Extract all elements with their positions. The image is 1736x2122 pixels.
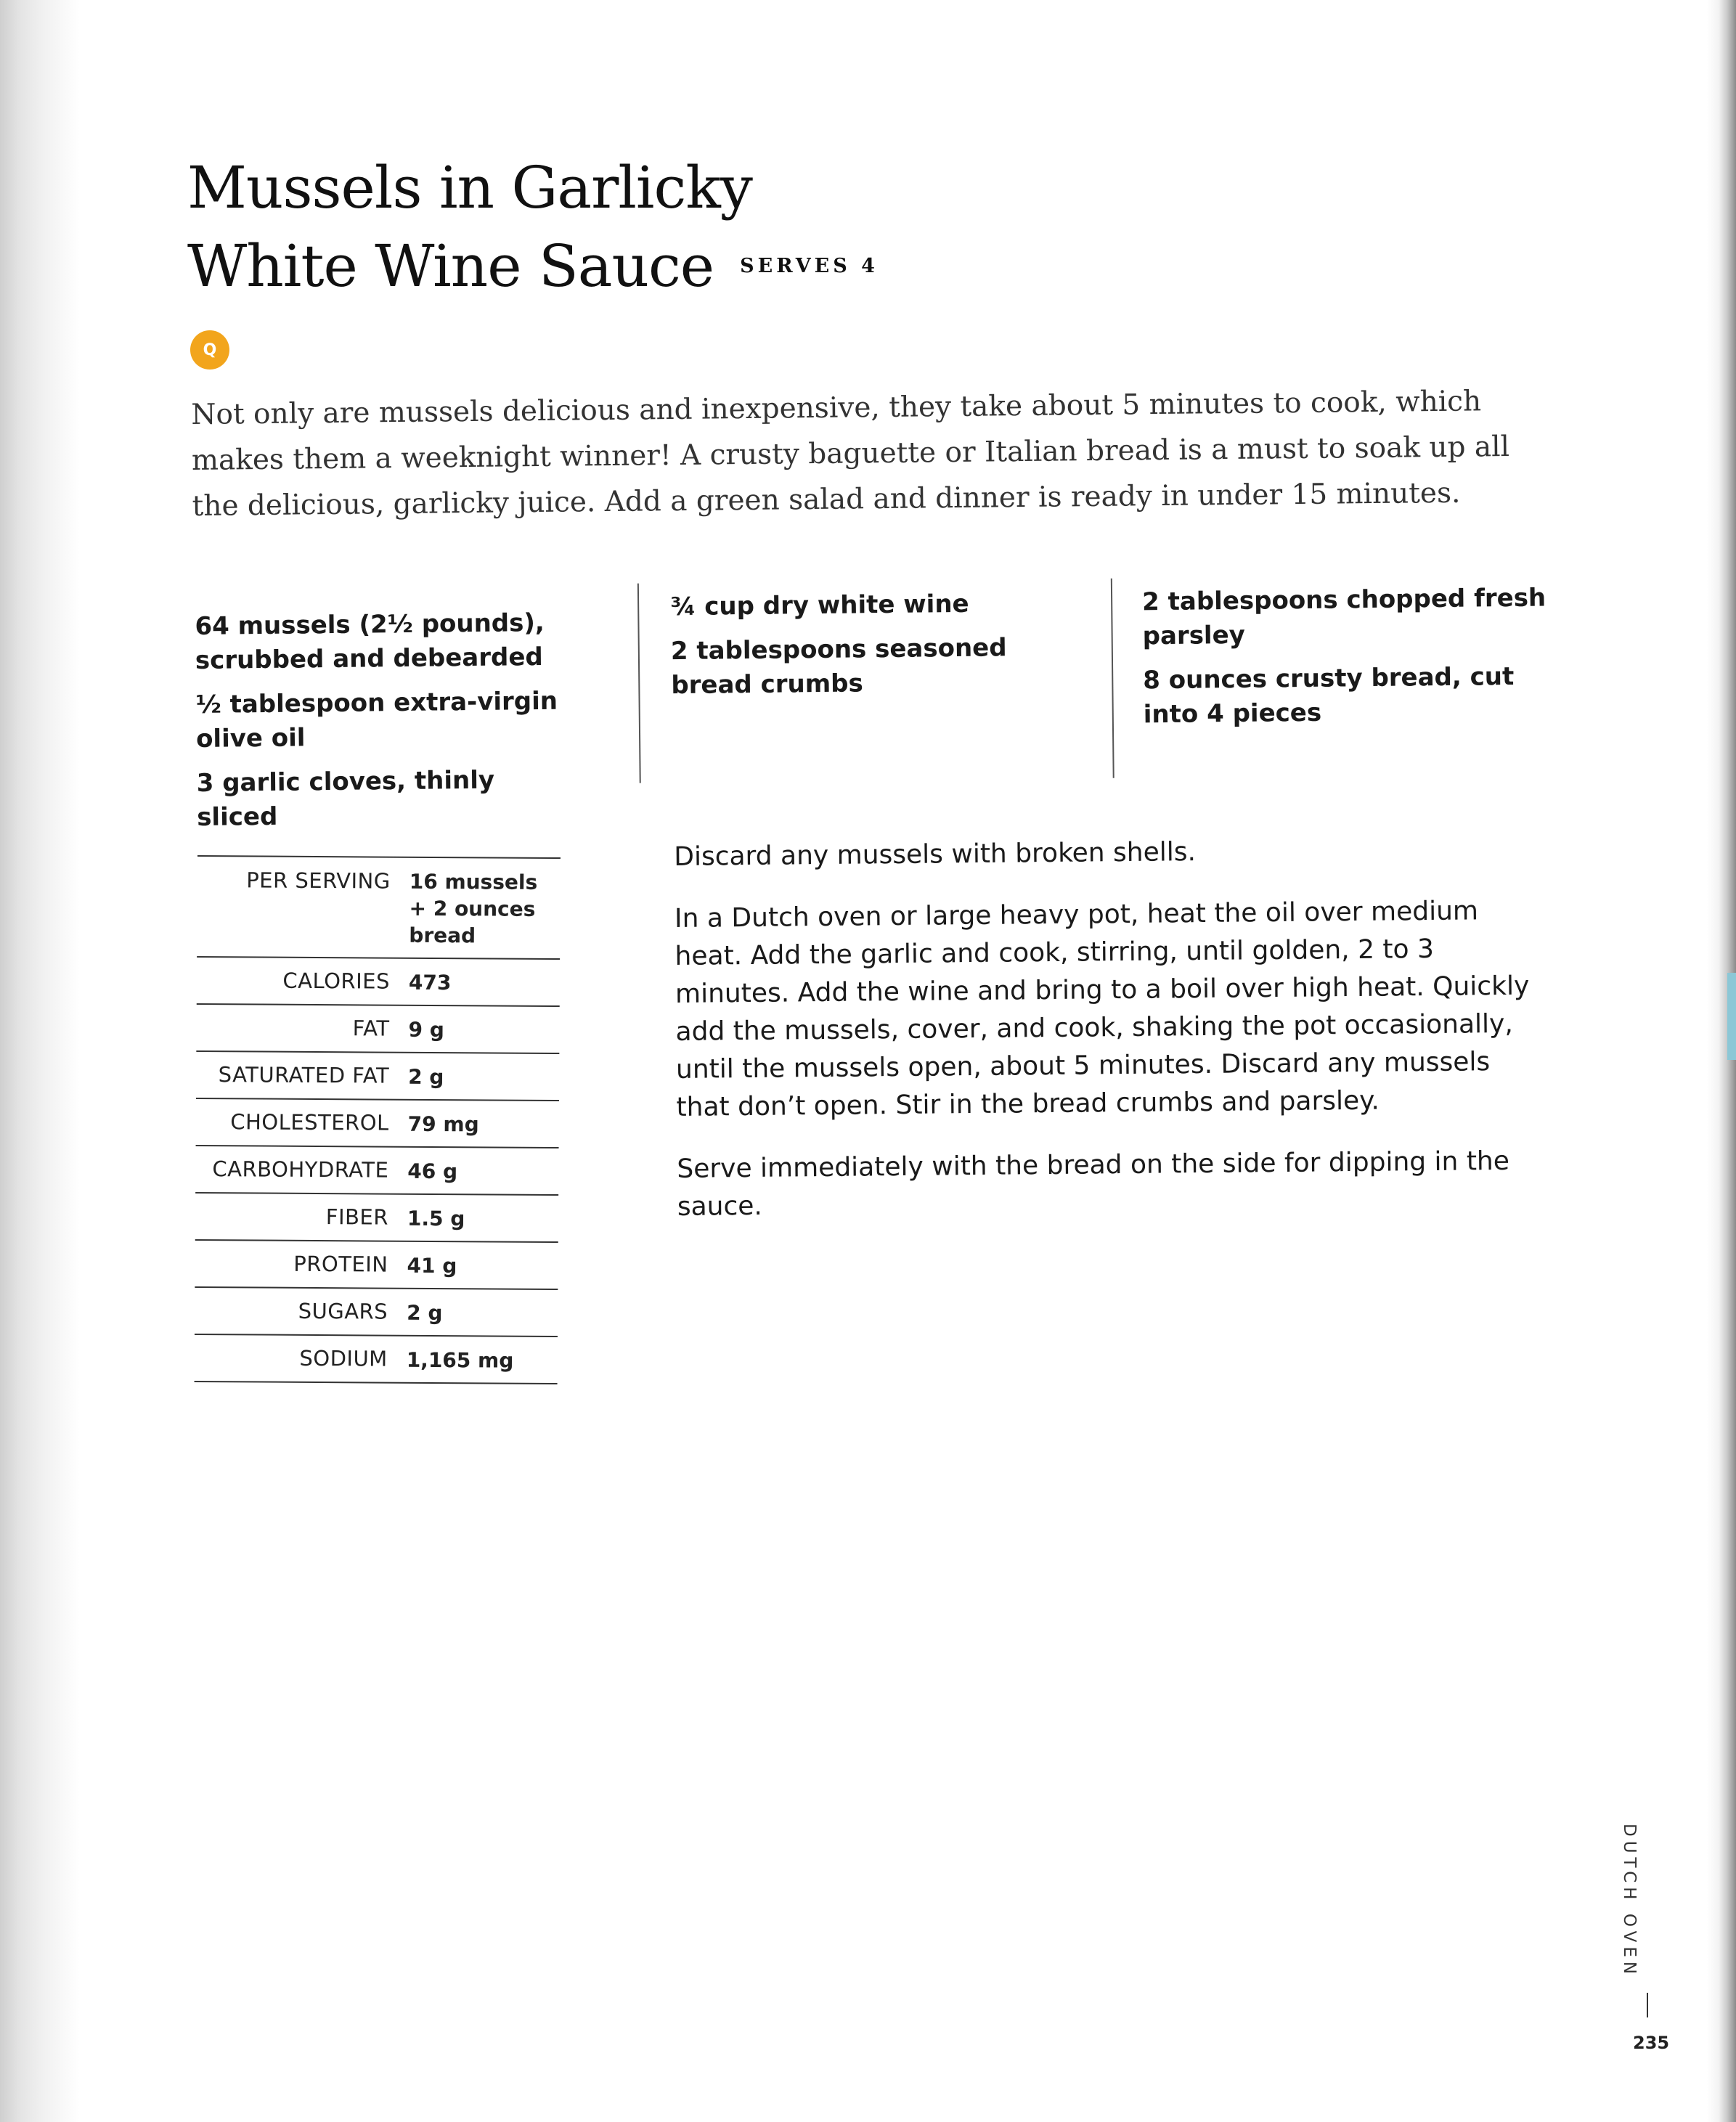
nutrition-label: CHOLESTEROL xyxy=(230,1109,389,1135)
directions xyxy=(674,830,1549,1249)
nutrition-value: 2 g xyxy=(407,1300,443,1326)
ingredient-item: 3 garlic cloves, thinly sliced xyxy=(196,765,495,832)
ingredient-item: 64 mussels (2½ pounds), scrubbed and debearded xyxy=(195,608,545,675)
page-number: 235 xyxy=(1633,2033,1670,2053)
nutrition-value: 1.5 g xyxy=(407,1206,465,1231)
section-label: DUTCH OVEN xyxy=(1620,1824,1639,1979)
nutrition-value: 9 g xyxy=(408,1017,444,1042)
column-divider xyxy=(1111,579,1114,778)
nutrition-label: PROTEIN xyxy=(293,1251,388,1277)
title-line-1: Mussels in Garlicky xyxy=(187,154,752,221)
title-line-2-text: White Wine Sauce xyxy=(187,232,714,300)
recipe-intro: Not only are mussels delicious and inexpensive, they take about 5 minutes to cook, which makes them a weeknight winner! A crusty baguette or Italian bread is a must to soak up all the delicious, garlicky juice. Add a green salad and dinner is ready in under 15 minutes. xyxy=(191,385,1510,523)
nutrition-row xyxy=(196,1050,559,1100)
ingredient-item: ¾ cup dry white wine xyxy=(669,589,969,622)
ingredient-item: 8 ounces crusty bread, cut into 4 pieces xyxy=(1143,661,1515,730)
direction-step: Discard any mussels with broken shells. xyxy=(674,837,1197,872)
ingredient-item: 2 tablespoons seasoned bread crumbs xyxy=(670,633,1007,701)
ingredient-item: 2 tablespoons chopped fresh parsley xyxy=(1141,583,1546,651)
nutrition-value: 46 g xyxy=(407,1159,458,1184)
nutrition-label: FIBER xyxy=(325,1204,389,1230)
ingredients-list xyxy=(195,581,1546,832)
nutrition-row xyxy=(195,1239,558,1289)
nutrition-row xyxy=(196,1003,559,1053)
footer-divider xyxy=(1647,1993,1648,2017)
nutrition-row xyxy=(196,1098,559,1147)
nutrition-label: CALORIES xyxy=(282,968,391,994)
ingredient-item: ½ tablespoon extra-virgin olive oil xyxy=(195,686,558,754)
nutrition-value: 473 xyxy=(408,970,452,995)
title-line-2 xyxy=(187,227,879,310)
recipe-title xyxy=(187,149,879,310)
serves-label: SERVES 4 xyxy=(740,255,879,277)
nutrition-row xyxy=(195,1145,558,1194)
nutrition-row xyxy=(197,956,560,1005)
quick-recipe-badge-icon: Q xyxy=(190,330,229,370)
nutrition-value: 2 g xyxy=(408,1064,444,1090)
direction-step: Serve immediately with the bread on the side for dipping in the sauce. xyxy=(677,1146,1510,1222)
nutrition-row xyxy=(195,1192,558,1241)
nutrition-label: CARBOHYDRATE xyxy=(212,1156,389,1183)
nutrition-label: FAT xyxy=(352,1016,390,1041)
nutrition-value: 1,165 mg xyxy=(406,1347,514,1373)
nutrition-table xyxy=(195,855,561,1384)
edge-color-tab xyxy=(1727,973,1736,1060)
nutrition-label: SODIUM xyxy=(299,1345,388,1371)
nutrition-value: 41 g xyxy=(407,1253,457,1278)
nutrition-label: SUGARS xyxy=(298,1298,388,1324)
nutrition-row xyxy=(195,1286,558,1336)
nutrition-label: SATURATED FAT xyxy=(218,1062,390,1088)
nutrition-row xyxy=(197,855,561,958)
nutrition-label: PER SERVING xyxy=(246,868,391,894)
ingredients-column-3 xyxy=(1142,581,1550,742)
ingredients-column-1 xyxy=(195,606,574,845)
column-divider xyxy=(637,584,641,783)
nutrition-value: 16 mussels + 2 ounces bread xyxy=(409,869,538,948)
binding-gutter xyxy=(0,0,80,2122)
ingredients-column-2 xyxy=(670,586,1078,713)
nutrition-value: 79 mg xyxy=(407,1111,479,1137)
nutrition-row xyxy=(195,1334,558,1384)
page-edge xyxy=(1707,0,1736,2122)
direction-step: In a Dutch oven or large heavy pot, heat the oil over medium heat. Add the garlic and cook, stirring, until golden, 2 to 3 minutes. Add the wine and bring to a boil over high heat. Quickly add the mussels, cover, and cook, shaking the pot occasionally, until the mussels open, about 5 minutes. Discard any mussels that don’t open. Stir in the bread crumbs and parsley. xyxy=(674,896,1530,1122)
